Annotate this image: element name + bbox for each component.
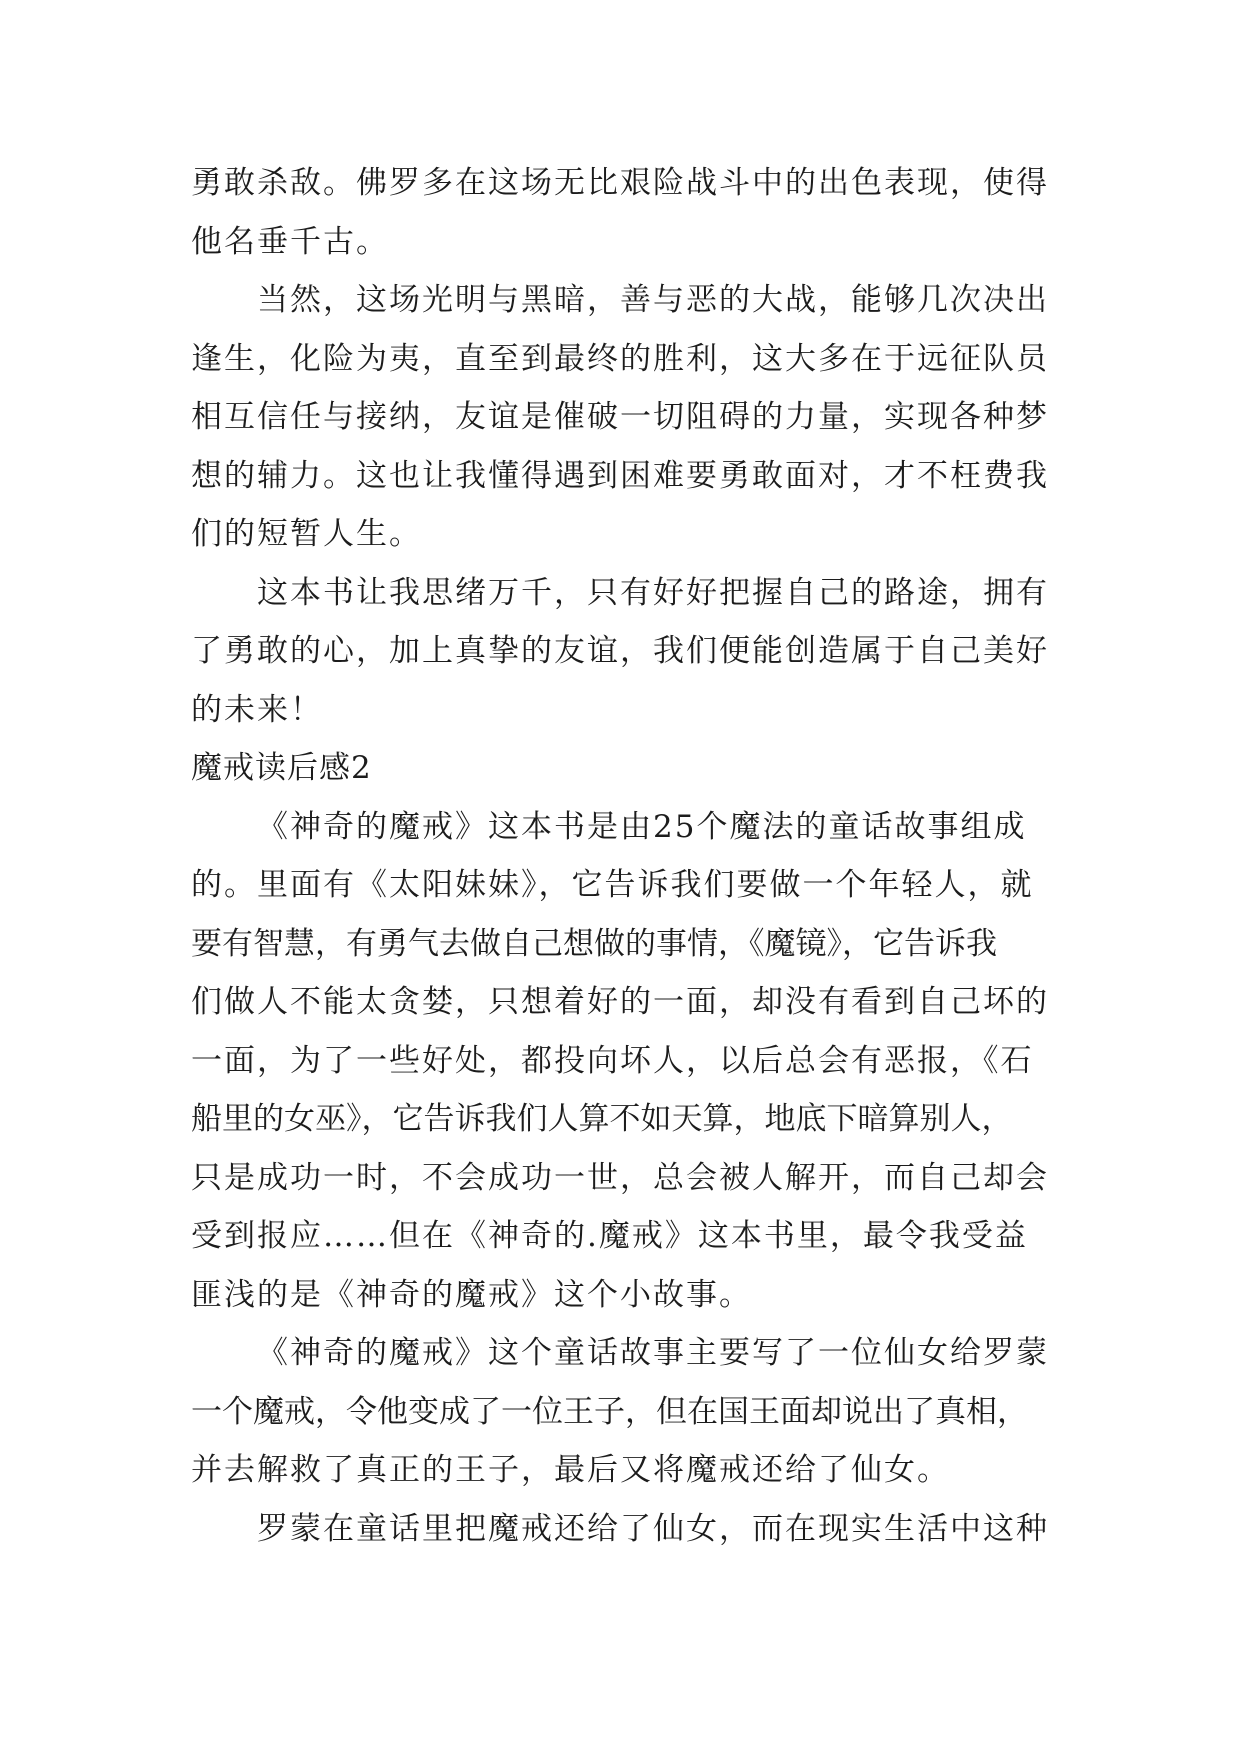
text-line: 们做人不能太贪婪，只想着好的一面，却没有看到自己坏的 <box>191 984 1049 1020</box>
paragraph-start-line: 《神奇的魔戒》这个童话故事主要写了一位仙女给罗蒙 <box>257 1335 1049 1371</box>
text-line: 船里的女巫》，它告诉我们人算不如天算，地底下暗算别人， <box>191 1101 1013 1137</box>
paragraph-start-line: 当然，这场光明与黑暗，善与恶的大战，能够几次决出 <box>257 282 1049 318</box>
text-line: 逢生，化险为夷，直至到最终的胜利，这大多在于远征队员 <box>191 340 1049 377</box>
section-heading: 魔戒读后感2 <box>191 750 372 786</box>
text-line: 了勇敢的心，加上真挚的友谊，我们便能创造属于自己美好 <box>191 633 1049 669</box>
text-line: 想的辅力。这也让我懂得遇到困难要勇敢面对，才不枉费我 <box>191 457 1049 494</box>
text-line: 相互信任与接纳，友谊是催破一切阻碍的力量，实现各种梦 <box>191 399 1049 435</box>
text-line: 只是成功一时，不会成功一世，总会被人解开，而自己却会 <box>191 1159 1049 1196</box>
text-line: 要有智慧，有勇气去做自己想做的事情，《魔镜》，它告诉我 <box>191 925 997 962</box>
text-line: 勇敢杀敌。佛罗多在这场无比艰险战斗中的出色表现，使得 <box>191 165 1049 201</box>
text-line: 受到报应……但在《神奇的.魔戒》这本书里，最令我受益 <box>191 1218 1028 1254</box>
text-line: 的。里面有《太阳妹妹》，它告诉我们要做一个年轻人，就 <box>191 867 1034 903</box>
paragraph-start-line: 《神奇的魔戒》这本书是由25个魔法的童话故事组成 <box>257 808 1027 845</box>
document-body <box>191 154 1051 1558</box>
text-line: 并去解救了真正的王子，最后又将魔戒还给了仙女。 <box>191 1452 950 1488</box>
paragraph-start-line: 罗蒙在童话里把魔戒还给了仙女，而在现实生活中这种 <box>257 1510 1049 1547</box>
text-line: 匪浅的是《神奇的魔戒》这个小故事。 <box>191 1276 752 1313</box>
paragraph-start-line: 这本书让我思绪万千，只有好好把握自己的路途，拥有 <box>257 574 1049 611</box>
text-line: 一面，为了一些好处，都投向坏人，以后总会有恶报，《石 <box>191 1042 1034 1079</box>
text-line: 一个魔戒，令他变成了一位王子，但在国王面却说出了真相， <box>191 1393 1028 1430</box>
text-line: 的未来！ <box>191 691 323 728</box>
text-line: 他名垂千古。 <box>191 223 389 260</box>
text-line: 们的短暂人生。 <box>191 516 422 552</box>
